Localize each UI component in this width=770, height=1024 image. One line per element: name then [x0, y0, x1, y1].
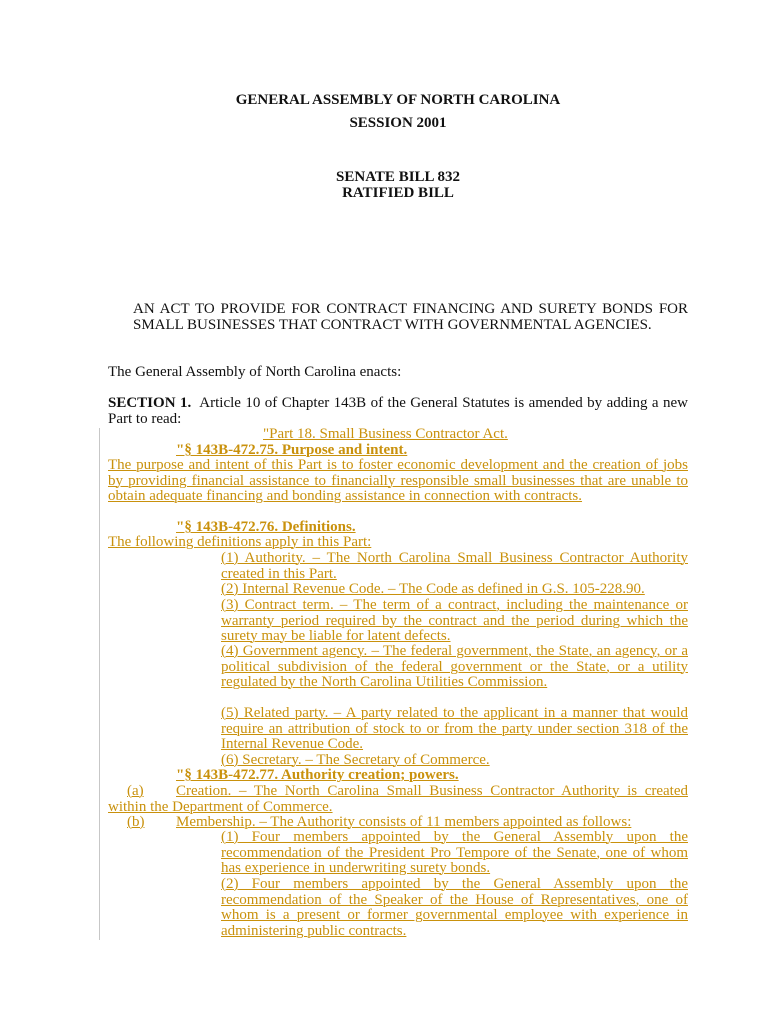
section-143b-472-75-heading: "§ 143B-472.75. Purpose and intent.	[176, 442, 408, 458]
definition-4: (4) Government agency. – The federal government, the State, an agency, or a political subdivision of the federal government or the State, or a utility regulated by the North Carolina Utilities Commission.	[221, 643, 688, 690]
definition-1: (1) Authority. – The North Carolina Small Business Contractor Authority created in this Part.	[221, 550, 688, 582]
definition-6: (6) Secretary. – The Secretary of Commerce.	[221, 752, 490, 768]
definition-5: (5) Related party. – A party related to the applicant in a manner that would require an attribution of stock to or from the party under section 318 of the Internal Revenue Code.	[221, 705, 688, 752]
subsection-b-text: Membership. – The Authority consists of 11 members appointed as follows:	[176, 814, 632, 830]
change-bar	[99, 428, 100, 940]
section-1	[108, 396, 688, 427]
session-heading: SESSION 2001	[349, 115, 447, 131]
enacting-clause: The General Assembly of North Carolina enacts:	[108, 364, 402, 380]
purpose-paragraph: The purpose and intent of this Part is to foster economic development and the creation of jobs by providing financial assistance to financially responsible small businesses that are unable to obtain adequate financing and bonding assistance in connection with contracts.	[108, 457, 688, 504]
membership-item-1: (1) Four members appointed by the General Assembly upon the recommendation of the President Pro Tempore of the Senate, one of whom has experience in underwriting surety bonds.	[221, 829, 688, 876]
definition-2: (2) Internal Revenue Code. – The Code as defined in G.S. 105-228.90.	[221, 581, 645, 597]
assembly-heading: GENERAL ASSEMBLY OF NORTH CAROLINA	[235, 92, 561, 108]
section-143b-472-76-heading: "§ 143B-472.76. Definitions.	[176, 519, 356, 535]
section-1-text: Article 10 of Chapter 143B of the General Statutes is amended by adding a new Part to read:	[108, 395, 688, 427]
subsection-a-text: Creation. – The North Carolina Small Business Contractor Authority is created within the Department of Commerce.	[108, 783, 688, 815]
act-title: AN ACT TO PROVIDE FOR CONTRACT FINANCING AND SURETY BONDS FOR SMALL BUSINESSES THAT CONTRACT WITH GOVERNMENTAL AGENCIES.	[133, 301, 688, 333]
bill-number: SENATE BILL 832	[336, 169, 460, 185]
bill-status: RATIFIED BILL	[342, 185, 454, 201]
part-heading: "Part 18. Small Business Contractor Act.	[263, 426, 508, 442]
section-1-label: SECTION 1.	[108, 395, 192, 411]
membership-item-2: (2) Four members appointed by the General Assembly upon the recommendation of the Speaker of the House of Representatives, one of whom is a present or former governmental employee with experience in administering public contracts.	[221, 876, 688, 939]
subsection-a-label: (a)	[127, 783, 144, 799]
definitions-intro: The following definitions apply in this Part:	[108, 534, 372, 550]
section-143b-472-77-heading: "§ 143B-472.77. Authority creation; powers.	[176, 767, 459, 783]
subsection-b-label: (b)	[127, 814, 145, 830]
definition-3: (3) Contract term. – The term of a contract, including the maintenance or warranty period required by the contract and the period during which the surety may be liable for latent defects.	[221, 597, 688, 644]
